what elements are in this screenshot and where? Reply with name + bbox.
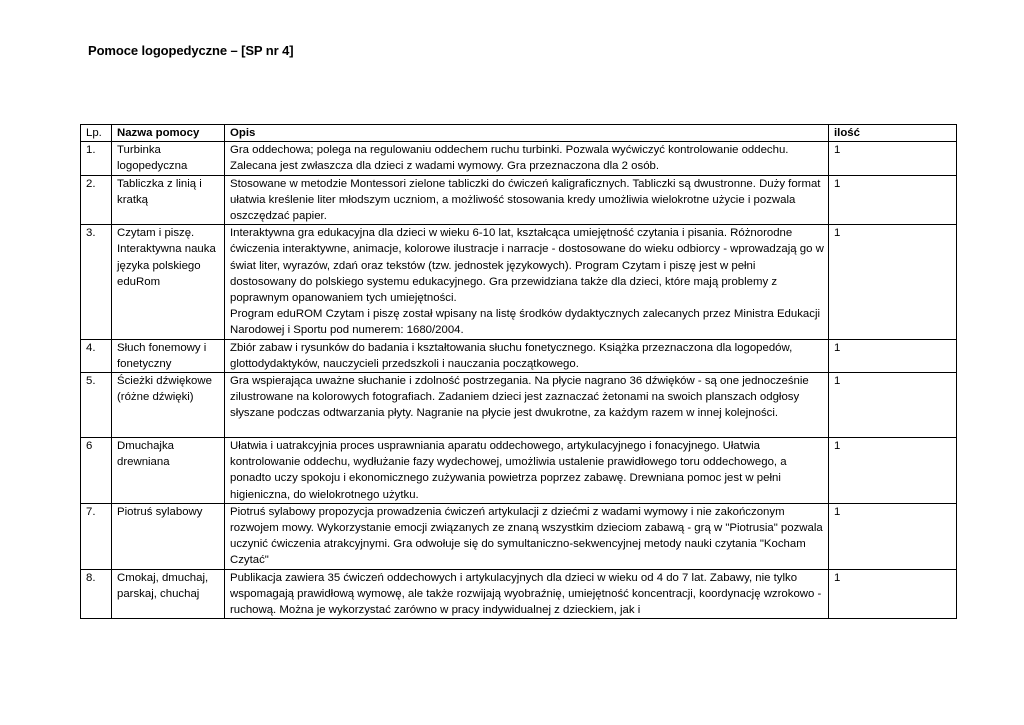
row-number: 3. bbox=[81, 225, 112, 339]
description-paragraph: Program eduROM Czytam i piszę został wpisany na listę środków dydaktycznych zalecanych przez Ministra Edukacji Narodowej i Sportu pod numerem: 1680/2004. bbox=[230, 308, 821, 337]
header-description: Opis bbox=[225, 125, 829, 142]
row-number: 5. bbox=[81, 373, 112, 438]
description-paragraph: Interaktywna gra edukacyjna dla dzieci w wieku 6-10 lat, kształcąca umiejętność czytania i pisania. Różnorodne ćwiczenia interaktywne, animacje, kolorowe ilustracje i narracje - dostosowane do wieku odbiorcy - wprowadzają go w świat liter, wyrazów, zdań oraz tekstów (tzw. jednostek językowych). Program Czytam i piszę jest w pełni dostosowany do polskiego systemu edukacyjnego. Gra przewidziana także dla dzieci, które mają problemy z poprawnym opanowaniem tych umiejętności. bbox=[230, 227, 824, 305]
aid-name: Turbinka logopedyczna bbox=[112, 142, 225, 175]
table-row bbox=[81, 225, 957, 339]
aids-table bbox=[80, 124, 957, 619]
row-number: 2. bbox=[81, 175, 112, 225]
table-row bbox=[81, 373, 957, 438]
aid-name: Czytam i piszę. Interaktywna nauka języka polskiego eduRom bbox=[112, 225, 225, 339]
aid-quantity: 1 bbox=[829, 438, 957, 504]
table-header-row bbox=[81, 125, 957, 142]
aid-quantity: 1 bbox=[829, 142, 957, 175]
table-row bbox=[81, 503, 957, 569]
description-paragraph: Zbiór zabaw i rysunków do badania i kształtowania słuchu fonetycznego. Książka przeznaczona dla logopedów, glottodydaktyków, nauczycieli przedszkoli i nauczania początkowego. bbox=[230, 341, 793, 370]
aid-quantity: 1 bbox=[829, 339, 957, 372]
row-number: 1. bbox=[81, 142, 112, 175]
page-title: Pomoce logopedyczne – [SP nr 4] bbox=[88, 43, 294, 58]
aid-name: Cmokaj, dmuchaj, parskaj, chuchaj bbox=[112, 569, 225, 619]
table-row bbox=[81, 175, 957, 225]
aid-quantity: 1 bbox=[829, 175, 957, 225]
aid-description bbox=[225, 225, 829, 339]
row-number: 7. bbox=[81, 503, 112, 569]
table-row bbox=[81, 569, 957, 619]
aid-description bbox=[225, 569, 829, 619]
description-paragraph: Gra wspierająca uważne słuchanie i zdolność postrzegania. Na płycie nagrano 36 dźwięków - są one jednocześnie zilustrowane na kolorowych fotografiach. Zadaniem dzieci jest zaznaczać żetonami na swoich planszach odgłosy słyszane podczas odtwarzania płyty. Nagranie na płycie jest dwukrotne, za każdym razem w innej kolejności. bbox=[230, 375, 809, 420]
aid-description bbox=[225, 142, 829, 175]
aid-name: Ścieżki dźwiękowe (różne dźwięki) bbox=[112, 373, 225, 438]
row-number: 8. bbox=[81, 569, 112, 619]
table-row bbox=[81, 438, 957, 504]
description-paragraph: Publikacja zawiera 35 ćwiczeń oddechowych i artykulacyjnych dla dzieci w wieku od 4 do 7 lat. Zabawy, nie tylko wspomagają prawidłową wymowę, ale także rozwijają wyobraźnię, umiejętność koncentracji, koordynację wzrokowo - ruchową. Można je wykorzystać zarówno w pracy indywidualnej z dzieckiem, jak i bbox=[230, 571, 822, 617]
aid-description bbox=[225, 339, 829, 372]
description-paragraph: Stosowane w metodzie Montessori zielone tabliczki do ćwiczeń kaligraficznych. Tabliczki są dwustronne. Duży format ułatwia kreślenie liter młodszym uczniom, a możliwość stosowania kredy umożliwia wielokrotne użycie i pozwala oszczędzać papier. bbox=[230, 177, 821, 223]
aid-description bbox=[225, 373, 829, 438]
aid-description bbox=[225, 503, 829, 569]
row-number: 4. bbox=[81, 339, 112, 372]
aid-name: Dmuchajka drewniana bbox=[112, 438, 225, 504]
aid-quantity: 1 bbox=[829, 569, 957, 619]
aid-description bbox=[225, 175, 829, 225]
description-paragraph: Ułatwia i uatrakcyjnia proces usprawniania aparatu oddechowego, artykulacyjnego i fonacyjnego. Ułatwia kontrolowanie oddechu, wydłużanie fazy wydechowej, umożliwia ustalenie prawidłowego toru oddechowego, a ponadto uczy spokoju i ekonomicznego zużywania powietrza poprzez zabawę. Drewniana pomoc jest w pełni higieniczna, do wielokrotnego użytku. bbox=[230, 440, 787, 501]
description-paragraph: Gra oddechowa; polega na regulowaniu oddechem ruchu turbinki. Pozwala wyćwiczyć kontrolowanie oddechu. Zalecana jest zwłaszcza dla dzieci z wadami wymowy. Gra przeznaczona dla 2 osób. bbox=[230, 144, 789, 173]
description-paragraph: Piotruś sylabowy propozycja prowadzenia ćwiczeń artykulacji z dziećmi z wadami wymowy i nie zakończonym rozwojem mowy. Wykorzystanie emocji związanych ze znaną wszystkim dzieciom zabawą - grą w "Piotrusia" pozwala uczynić ćwiczenia atrakcyjnymi. Gra odwołuje się do symultaniczno-sekwencyjnej metody nauki czytania "Kocham Czytać" bbox=[230, 505, 823, 567]
header-name: Nazwa pomocy bbox=[112, 125, 225, 142]
aid-name: Piotruś sylabowy bbox=[112, 503, 225, 569]
aid-name: Słuch fonemowy i fonetyczny bbox=[112, 339, 225, 372]
aid-quantity: 1 bbox=[829, 373, 957, 438]
aid-description bbox=[225, 438, 829, 504]
aid-quantity: 1 bbox=[829, 225, 957, 339]
table-row bbox=[81, 142, 957, 175]
table-row bbox=[81, 339, 957, 372]
row-number: 6 bbox=[81, 438, 112, 504]
header-lp: Lp. bbox=[81, 125, 112, 142]
aid-quantity: 1 bbox=[829, 503, 957, 569]
header-quantity: ilość bbox=[829, 125, 957, 142]
aid-name: Tabliczka z linią i kratką bbox=[112, 175, 225, 225]
